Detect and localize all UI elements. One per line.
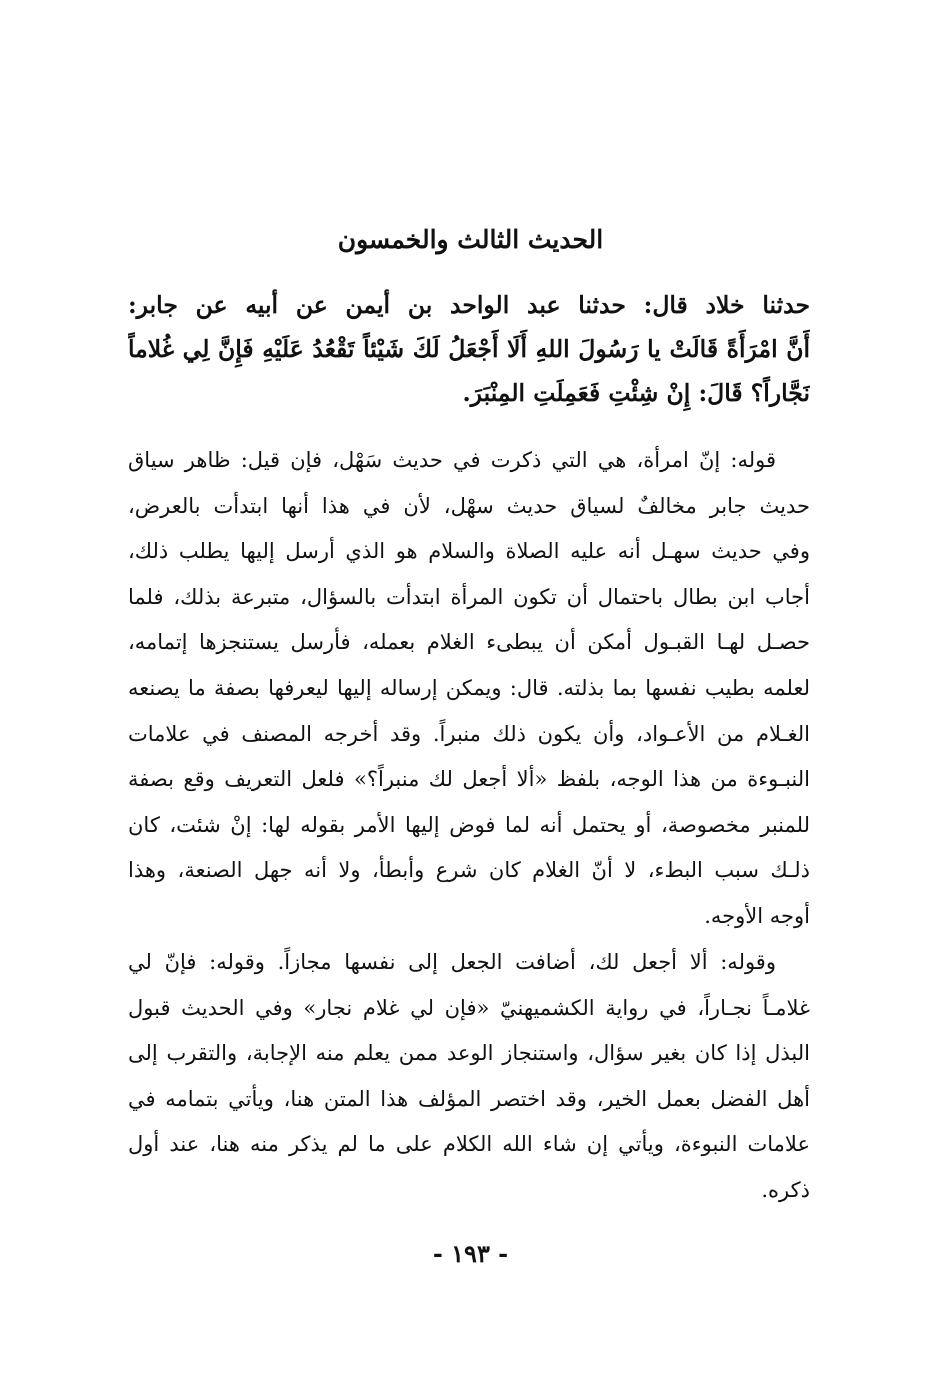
paragraph-line: أوجه الأوجه. bbox=[704, 903, 810, 928]
hadith-line: حدثنا خلاد قال: حدثنا عبد الواحد بن أيمن عن أبيه عن جابر: bbox=[128, 291, 810, 319]
page-number: - ١٩٣ - bbox=[432, 1239, 509, 1268]
commentary-paragraph-1 bbox=[128, 438, 810, 940]
paragraph-line: أجاب ابن بطال باحتمال أن تكون المرأة ابتدأت بالسؤال، متبرعة بذلك، فلما bbox=[128, 584, 810, 609]
paragraph-line: حديث جابر مخالفٌ لسياق حديث سهْل، لأن في هذا أنها ابتدأت بالعرض، bbox=[128, 493, 810, 518]
paragraph-line: غلامـاً نجـاراً، في رواية الكشميهنيّ «فإن لي غلام نجار» وفي الحديث قبول bbox=[128, 995, 810, 1020]
paragraph-line: وقوله: ألا أجعل لك، أضافت الجعل إلى نفسها مجازاً. وقوله: فإنّ لي bbox=[128, 950, 776, 974]
hadith-line: نَجَّاراً؟ قَالَ: إِنْ شِئْتِ فَعَمِلَتِ المِنْبَرَ. bbox=[462, 379, 810, 407]
paragraph-line: النبـوءة من هذا الوجه، بلفظ «ألا أجعل لك منبراً؟» فلعل التعريف وقع بصفة bbox=[128, 767, 810, 792]
commentary-paragraph-2 bbox=[128, 940, 810, 1214]
paragraph-line: أهل الفضل بعمل الخير، وقد اختصر المؤلف هذا المتن هنا، ويأتي بتمامه في bbox=[128, 1086, 810, 1111]
paragraph-line: الغـلام من الأعـواد، وأن يكون ذلك منبراً. وقد أخرجه المصنف في علامات bbox=[128, 721, 810, 746]
paragraph-line: ذكره. bbox=[761, 1177, 810, 1202]
paragraph-line: وفي حديث سهـل أنه عليه الصلاة والسلام هو الذي أرسل إليها يطلب ذلك، bbox=[128, 539, 810, 564]
paragraph-line: علامات النبوءة، ويأتي إن شاء الله الكلام على ما لم يذكر منه هنا، عند أول bbox=[128, 1132, 810, 1157]
hadith-heading: الحديث الثالث والخمسون bbox=[337, 225, 604, 254]
paragraph-line: لعلمه بطيب نفسها بما بذلته. قال: ويمكن إرساله إليها ليعرفها بصفة ما يصنعه bbox=[128, 675, 810, 700]
paragraph-line: ذلـك سبب البطء، لا أنّ الغلام كان شرع وأبطأ، ولا أنه جهل الصنعة، وهذا bbox=[128, 858, 810, 883]
hadith-text bbox=[128, 283, 810, 415]
paragraph-line: قوله: إنّ امرأة، هي التي ذكرت في حديث سَهْل، فإن قيل: ظاهر سياق bbox=[128, 448, 776, 472]
paragraph-line: حصـل لهـا القبـول أمكن أن يبطىء الغلام بعمله، فأرسل يستنجزها إتمامه، bbox=[128, 630, 810, 655]
paragraph-line: البذل إذا كان بغير سؤال، واستنجاز الوعد ممن يعلم منه الإجابة، والتقرب إلى bbox=[128, 1041, 810, 1066]
paragraph-line: للمنبر مخصوصة، أو يحتمل أنه لما فوض إليها الأمر بقوله لها: إنْ شئت، كان bbox=[128, 812, 810, 837]
hadith-line: أَنَّ امْرَأَةً قَالَتْ يا رَسُولَ اللهِ أَلَا أَجْعَلُ لَكَ شَيْئاً تَقْعُدُ عَلَيْهِ فَإِنَّ لِي غُلاماً bbox=[128, 335, 810, 363]
